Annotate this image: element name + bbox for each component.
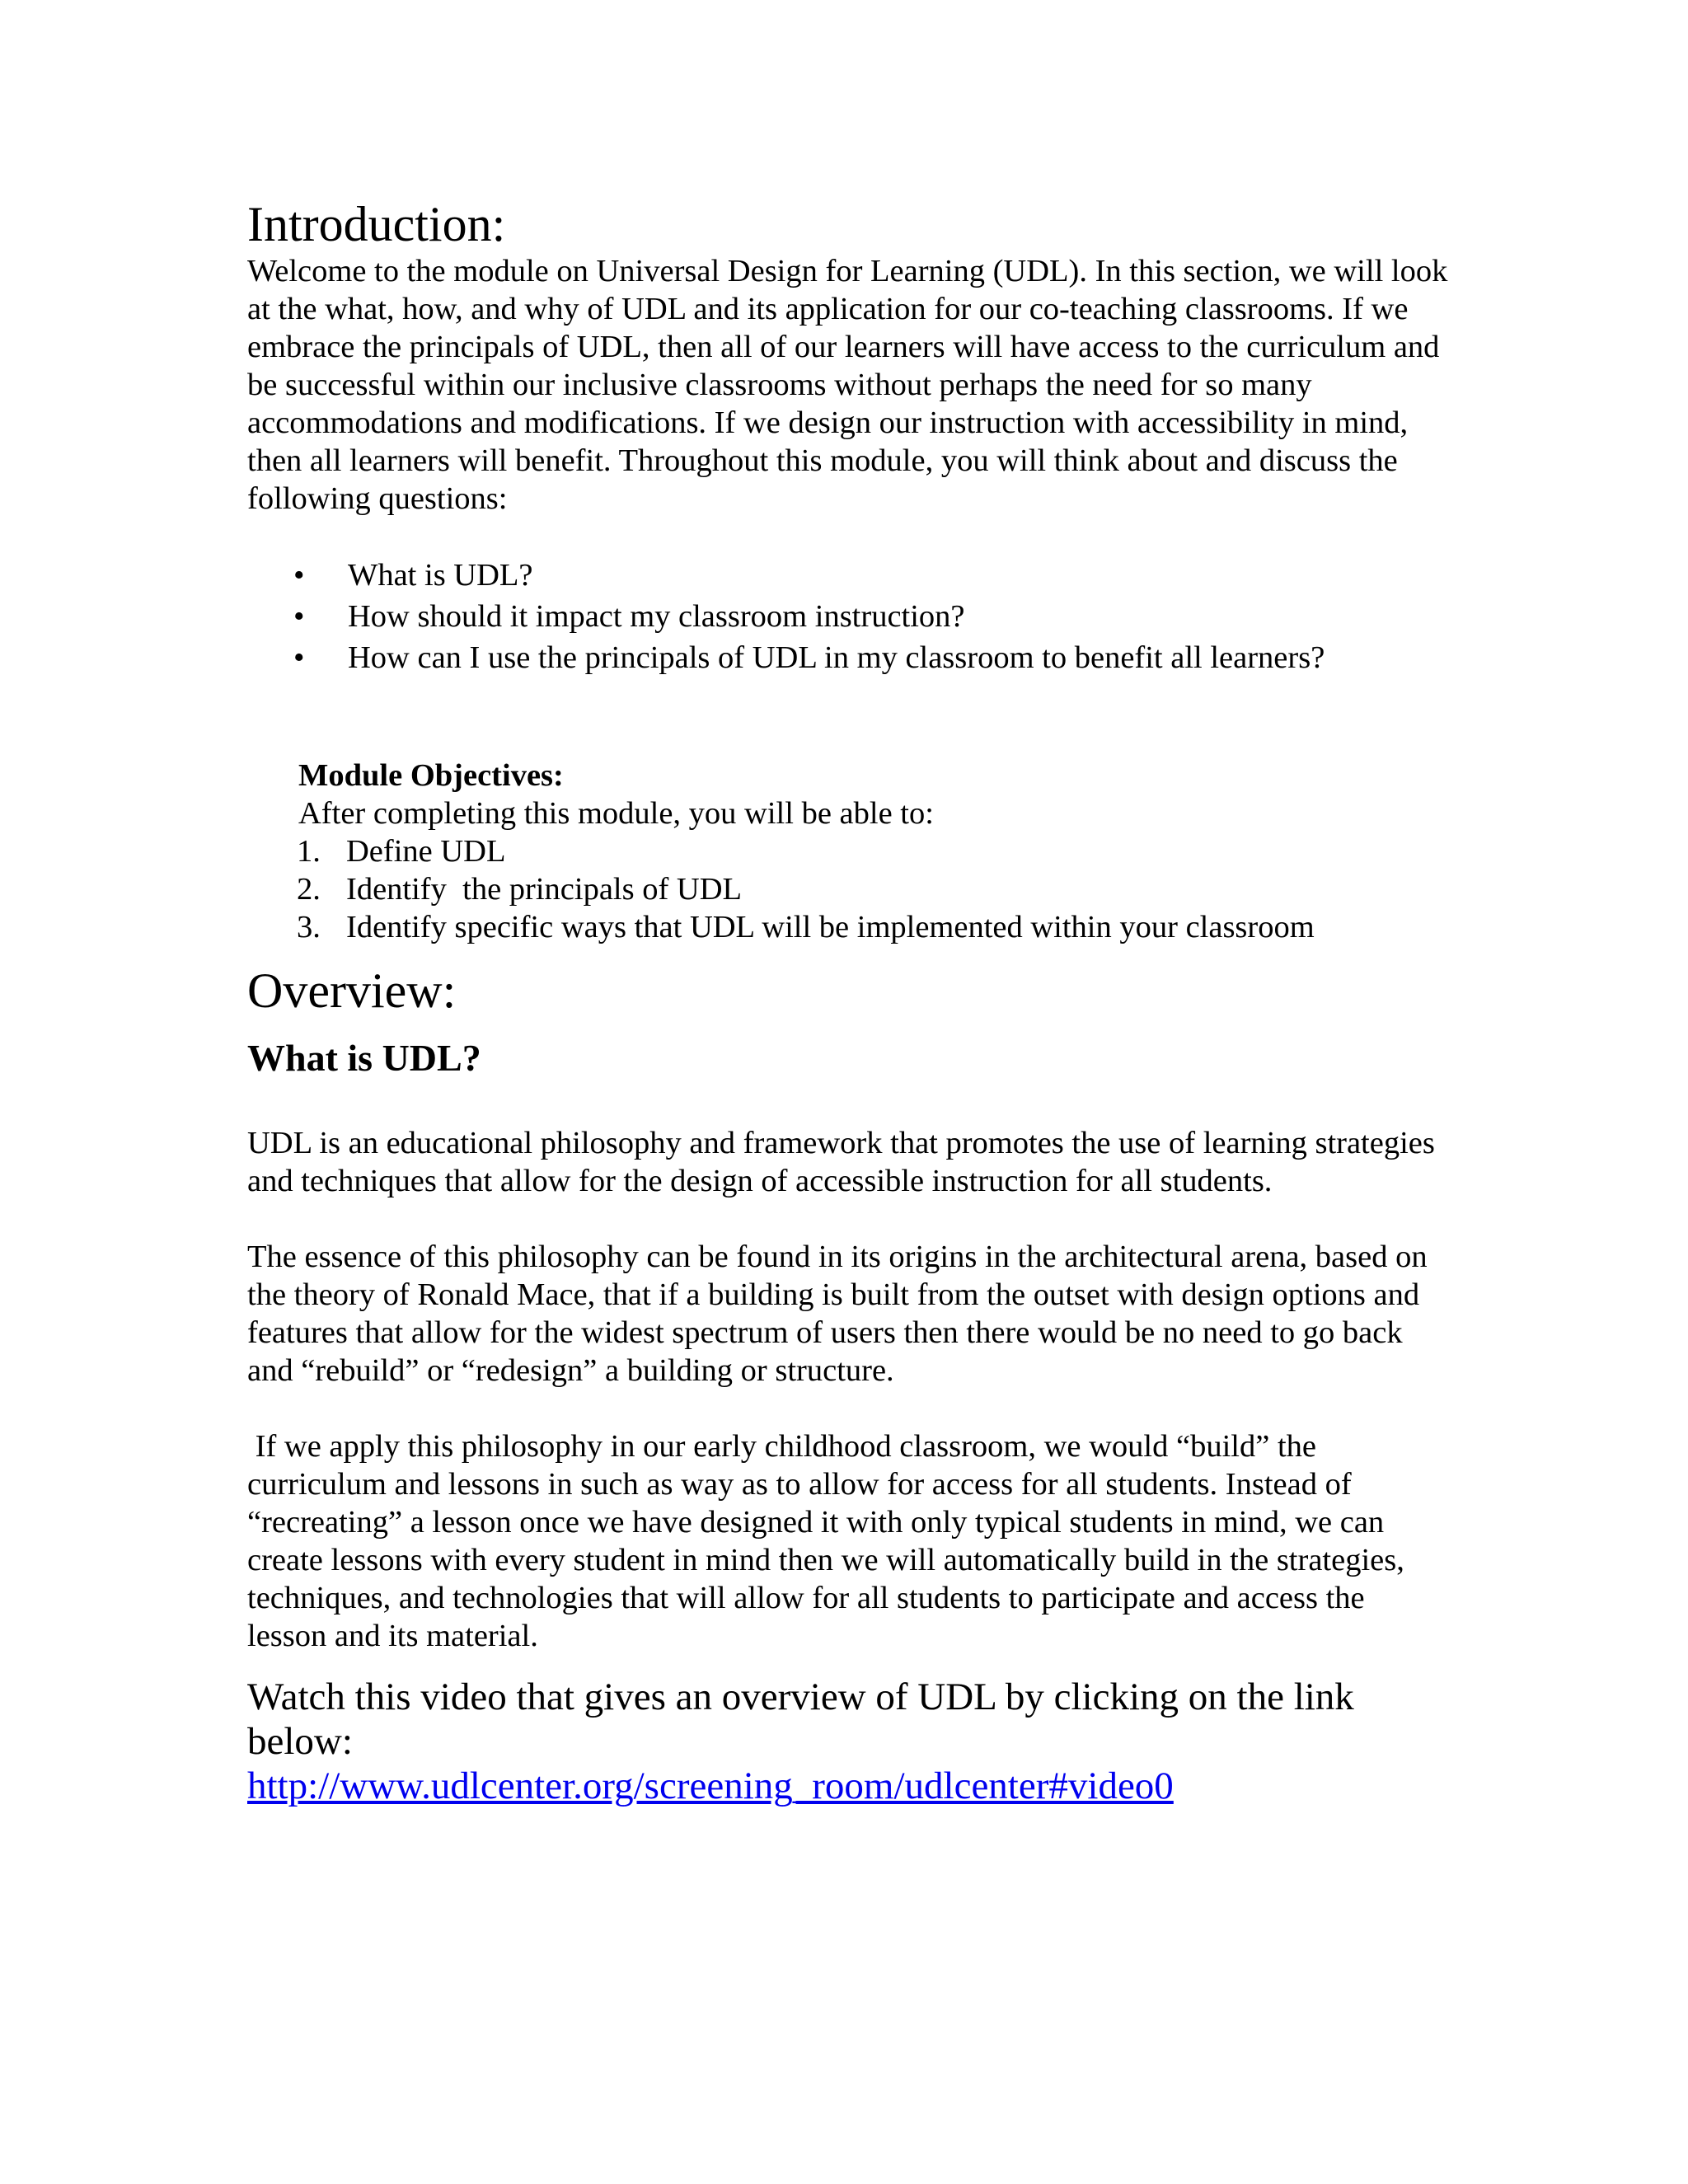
document-content [247, 196, 1451, 1808]
list-item [297, 908, 1451, 946]
list-item [297, 870, 1451, 908]
video-prompt: Watch this video that gives an overview of UDL by clicking on the link below: [247, 1675, 1354, 1763]
overview-paragraph: The essence of this philosophy can be found in its origins in the architectural arena, based on the theory of Ronald Mace, that if a building is built from the outset with design options and features that allow for the widest spectrum of users then there would be no need to go back and “rebuild” or “redesign” a building or structure. [247, 1240, 1428, 1388]
item-number: 3. [297, 910, 321, 944]
objectives-list [247, 832, 1451, 946]
objective-text: Identify specific ways that UDL will be implemented within your classroom [346, 910, 1315, 944]
overview-heading: Overview: [247, 963, 457, 1018]
list-item [247, 638, 1451, 679]
list-item [247, 597, 1451, 638]
questions-list [247, 555, 1451, 679]
overview-paragraph: If we apply this philosophy in our early childhood classroom, we would “build” the curriculum and lessons in such as way as to allow for access for all students. Instead of “recreating” a lesson once we have designed it with only typical students in mind, we can create lessons with every student in mind then we will automatically build in the strategies, techniques, and technologies that will allow for all students to participate and access the lesson and its material. [247, 1429, 1413, 1653]
question-text: How can I use the principals of UDL in my classroom to benefit all learners? [348, 640, 1325, 675]
introduction-paragraph: Welcome to the module on Universal Design for Learning (UDL). In this section, we will look at the what, how, and why of UDL and its application for our co-teaching classrooms. If we embrace the principals of UDL, then all of our learners will have access to the curriculum and be successful within our inclusive classrooms without perhaps the need for so many accommodations and modifications. If we design our instruction with accessibility in mind, then all learners will benefit. Throughout this module, you will think about and discuss the following questions: [247, 254, 1448, 516]
list-item [297, 832, 1451, 870]
overview-paragraph: UDL is an educational philosophy and framework that promotes the use of learning strategies and techniques that allow for the design of accessible instruction for all students. [247, 1126, 1435, 1198]
question-text: What is UDL? [348, 558, 533, 593]
list-item [247, 555, 1451, 597]
what-is-udl-heading: What is UDL? [247, 1037, 481, 1079]
item-number: 1. [297, 834, 321, 869]
item-number: 2. [297, 872, 321, 907]
bullet-icon: • [293, 599, 305, 634]
bullet-icon: • [293, 558, 305, 593]
module-objectives [247, 757, 1451, 832]
video-link[interactable]: http://www.udlcenter.org/screening_room/udlcenter#video0 [247, 1765, 1174, 1807]
introduction-heading: Introduction: [247, 197, 506, 251]
bullet-icon: • [293, 640, 305, 675]
objectives-intro: After completing this module, you will be able to: [298, 796, 934, 831]
objective-text: Identify the principals of UDL [346, 872, 743, 907]
objective-text: Define UDL [346, 834, 506, 869]
objectives-title: Module Objectives: [298, 758, 564, 793]
question-text: How should it impact my classroom instruction? [348, 599, 965, 634]
